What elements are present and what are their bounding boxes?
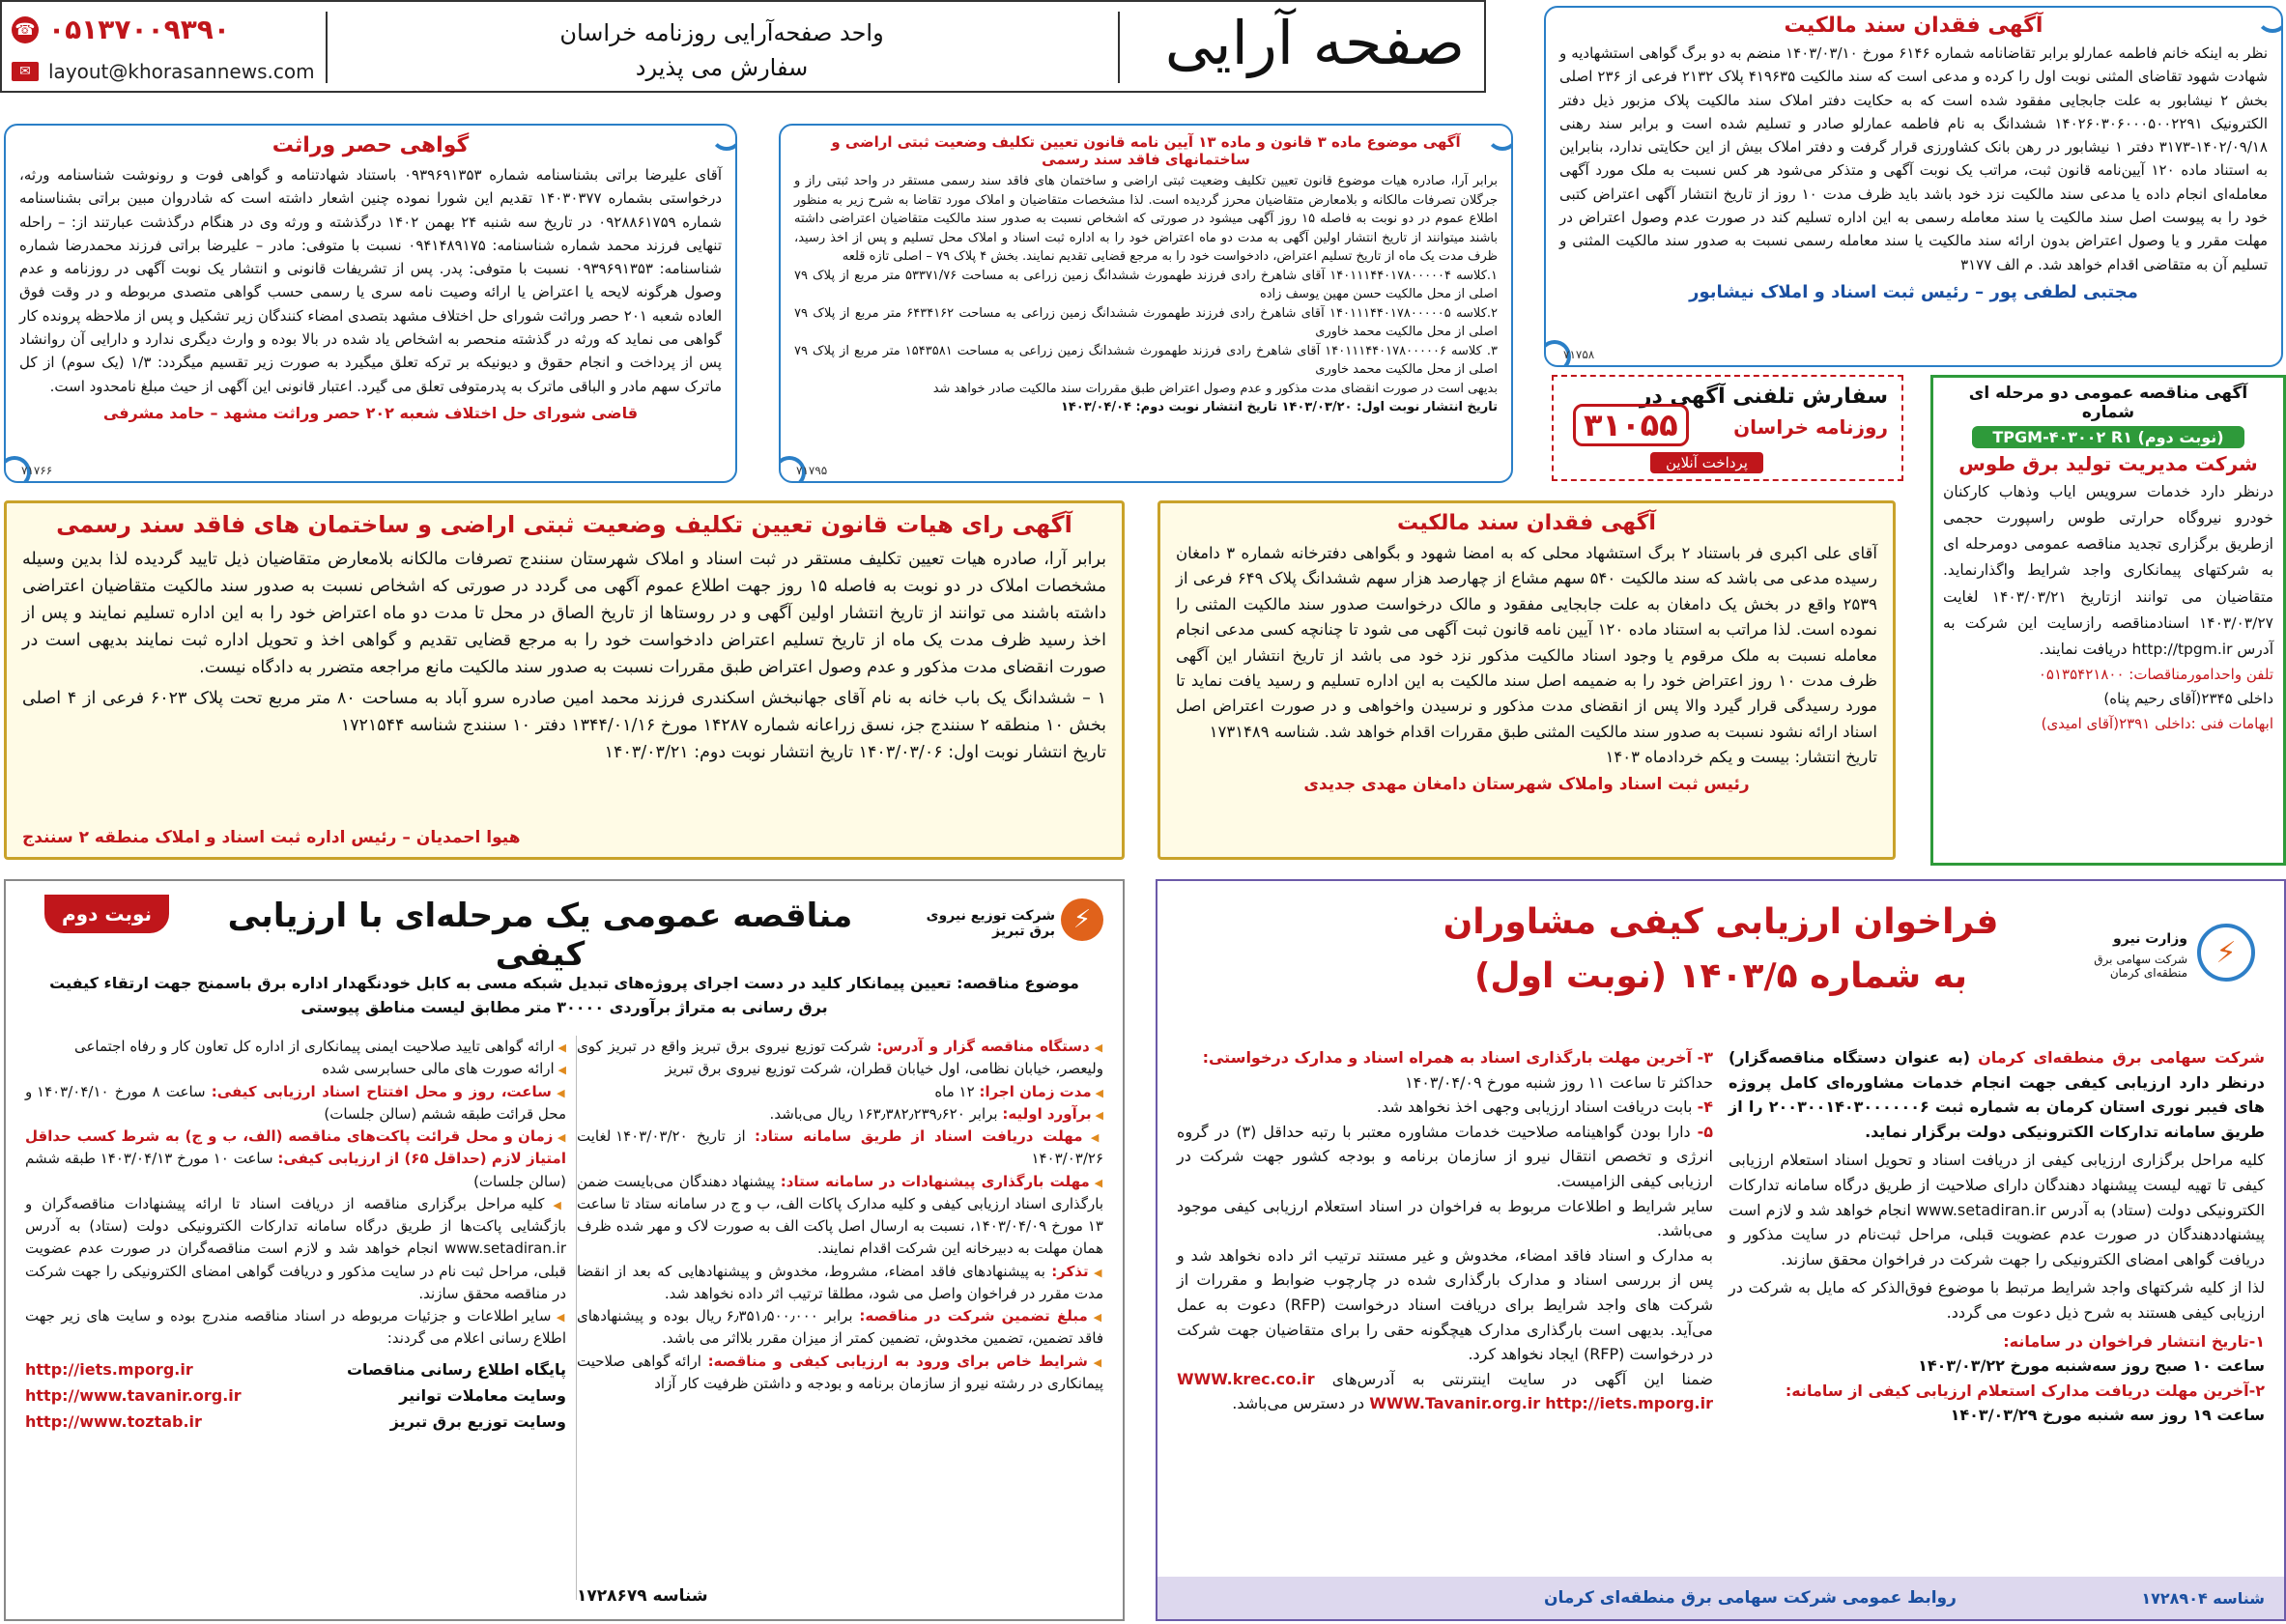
ad8-footer-bar [1157, 1577, 2284, 1619]
phone-row[interactable] [12, 14, 230, 45]
link-iets[interactable]: http://iets.mporg.ir [25, 1359, 193, 1379]
ad7-item: ◀ شرایط خاص برای ورود به ارزیابی کیفی و مناقصه: ارائه گواهی صلاحیت پیمانکاری در رشته نیرو از سازمان برنامه و بودجه و داشتن ظرفیت کار آزاد [577, 1351, 1103, 1396]
ad-tender-toos [1930, 375, 2286, 866]
ad4-item: ۱ – ششدانگ یک باب خانه به نام آقای جهانبخش اسکندری فرزند محمد امین صادره سرو آباد به مساحت ۸۰ متر مربع تحت پلاک ۶۰۲۳ فرعی از ۴ اصلی بخش ۱۰ منطقه ۲ سنندج جز، نسق زراعانه شماره ۱۴۲۸۷ مورخ ۱۳۴۴/۰۱/۱۶ دفتر ۱۰ سنندج شناسه ۱۷۲۱۵۴۴ [22, 689, 1106, 735]
promo-line2: روزنامه خراسان [1733, 415, 1888, 439]
email-row[interactable] [12, 60, 315, 83]
ad7-left-column [25, 1036, 566, 1610]
promo-phone: ۳۱۰۵۵ [1573, 404, 1689, 446]
phone-number: ۰۵۱۳۷۰۰۹۳۹۰ [48, 14, 230, 45]
ad8-p6: ضمنا این آگهی در سایت اینترنتی به آدرس‌های [1331, 1369, 1714, 1388]
ad5-signature: رئیس ثبت اسناد واملاک شهرستان دامغان مهدی جدیدی [1303, 774, 1750, 794]
ad2-body: آقای علیرضا براتی بشناسنامه شماره ۰۹۳۹۶۹۱۳۵۳ باستناد شهادتنامه و گواهی فوت و رونوشت شناسنامه ورثه، درخواستی بشماره ۱۴۰۳۰۳۷۷ تقدیم این شورا نموده چنین اشعار داشته است که شادروان مبین براتی بشناسنامه شماره ۰۹۲۸۸۶۱۷۵۹ در تاریخ سه شنبه ۲۴ بهمن ۱۴۰۲ درگذشته و ورثه وی در هنگام درگذشت عبارتند از: – راحله تنهایی فرزند محمد شماره شناسنامه: ۰۹۴۱۴۸۹۱۷۵ نسبت با متوفی: مادر – علیرضا براتی فرزند محمدرضا شماره شناسنامه: ۰۹۳۹۶۹۱۳۵۳ نسبت با متوفی: پدر. پس از تشریفات قانونی و انتشار یک نوبت آگهی در روزنامه و عدم وصول هرگونه لایحه یا اعتراض یا ارائه وصیت نامه سری یا رسمی حسب گواهی متصدی مربوطه و در وقت فوق العاده شعبه ۲۰۱ حصر وراثت شورای حل اختلاف مشهد بتصدی امضاء کنندگان زیر تشکیل و پس از ملاحظه پرونده کار گواهی می نماید که ورثه در گذشته منحصر به اشخاص یاد شده در بالا بوده و وارث دیگری ندارد و دارایی آن روانشاد پس از پرداخت و انجام حقوق و دیونیکه بر ترکه تعلق میگیرد به صورت زیر تقسیم میگردد: ۱/۳ (یک سوم) از کل ماترک سهم مادر و الباقی ماترک به پدرمتوفی تعلق می گیرد. اعتبار قانونی این آگهی از حیث مبلغ نامحدود است. [19, 166, 723, 395]
email-address: layout@khorasannews.com [48, 60, 315, 83]
ad7-item: ◀ مدت زمان اجرا: ۱۲ ماه [577, 1081, 1103, 1103]
ad8-s4: بابت دریافت اسناد ارزیابی وجهی اخذ نخواهد شد. [1376, 1097, 1693, 1117]
ad7-item: ◀ تذکر: به پیشنهادهای فاقد امضاء، مشروط، مخدوش و پیشنهادهایی که بعد از انقضا مدت مقرر در فراخوان واصل می شود، مطلقا ترتیب اثر داده نخواهد شد. [577, 1261, 1103, 1306]
ad8-p7: در دسترس می‌باشد. [1232, 1394, 1365, 1413]
link-krec[interactable]: WWW.krec.co.ir [1177, 1369, 1315, 1388]
ad6-ext2: ابهامات فنی :داخلی ۲۳۹۱(آقای امیدی) [2041, 714, 2273, 732]
ad-lost-deed-neyshabur [1544, 6, 2283, 367]
tabriz-logo [910, 898, 1103, 966]
ad8-p5: به مدارک و اسناد فاقد امضاء، مخدوش و غیر مستند ترتیب اثر داده نخواهد شد و پس از بررسی اسناد و مدارک بارگذاری شده در چارچوب ضوابط و مقررات از شرکت های واجد شرایط برای دریافت اسناد درخواست (RFP) دعوت به عمل می‌آید. بدیهی است بارگذاری مدارک هیچگونه حقی را برای متقاضیان جهت شرکت در درخواست (RFP) ایجاد نخواهد کرد. [1177, 1245, 1713, 1364]
ad7-id: شناسه ۱۷۲۸۶۷۹ [577, 1586, 708, 1606]
ad8-s4-heading: ۴- [1697, 1097, 1713, 1117]
ad7-item: ◀ ارائه صورت های مالی حسابرسی شده [25, 1058, 566, 1080]
kerman-logo-line1: وزارت نیرو [2113, 931, 2187, 947]
kerman-logo [2062, 924, 2255, 1001]
link-tavanir[interactable]: WWW.Tavanir.org.ir [1369, 1394, 1541, 1413]
ad8-s1: ساعت ۱۰ صبح روز سه‌شنبه مورخ ۱۴۰۳/۰۳/۲۲ [1918, 1356, 2265, 1376]
promo-phone-order[interactable] [1552, 375, 1903, 481]
ad1-title: آگهی فقدان سند مالکیت [1784, 14, 2043, 38]
ad8-s3: حداکثر تا ساعت ۱۱ روز شنبه مورخ ۱۴۰۳/۰۴/۰۹ [1405, 1072, 1713, 1092]
krec-emblem-icon: ⚡ [2197, 924, 2255, 982]
ad6-company: شرکت مدیریت تولید برق طوس [1958, 452, 2258, 475]
ad-land-status-raz-jargalan [779, 124, 1513, 483]
ad8-s2: ساعت ۱۹ روز سه شنبه مورخ ۱۴۰۳/۰۳/۲۹ [1950, 1406, 2265, 1425]
ad7-item: ◀ ارائه گواهی تایید صلاحیت ایمنی پیمانکاری از اداره کل تعاون کار و رفاه اجتماعی [25, 1036, 566, 1058]
ad7-subject: موضوع مناقصه: تعیین پیمانکار کلید در دست اجرای پروژه‌های تبدیل شبکه مسی به کابل خودنگهدار اداره برق باسمنج جهت ارتقاء کیفیت برق رسانی به متراژ برآوردی ۳۰۰۰۰ متر مطابق لیست مناطق پیوستی [49, 974, 1079, 1016]
ad-lost-deed-damghan [1157, 500, 1896, 860]
ad7-links [25, 1356, 566, 1436]
ad8-right-column [1729, 1045, 2265, 1565]
ad7-item: ◀ مبلغ تضمین شرکت در مناقصه: برابر ۶٫۳۵۱٫۵۰۰٫۰۰۰ ریال بوده و پیشنهادهای فاقد تضمین، تضمین مخدوش، تضمین کمتر از میزان مقرر بلااثر می باشد. [577, 1305, 1103, 1351]
ad5-title: آگهی فقدان سند مالکیت [1397, 511, 1656, 535]
ad7-right-column [577, 1036, 1103, 1610]
link-row[interactable]: پایگاه اطلاع رسانی مناقصات http://iets.mporg.ir [25, 1356, 566, 1382]
ad8-title2: به شماره ۱۴۰۳/۵ (نوبت اول) [1473, 956, 1968, 996]
ad8-left-column [1177, 1045, 1713, 1565]
link-row[interactable]: وسایت معاملات توانیر http://www.tavanir.org.ir [25, 1382, 566, 1409]
ad1-signature: مجتبی لطفی پور – رئیس ثبت اسناد و املاک نیشابور [1689, 281, 2138, 302]
link-row[interactable]: وسایت توزیع برق تبریز http://www.toztab.ir [25, 1409, 566, 1435]
ad2-title: گواهی حصر وراثت [271, 133, 470, 157]
ad8-s5: دارا بودن گواهینامه صلاحیت خدمات مشاوره معتبر با رتبه حداقل (۳) در گروه انرژی و تخصص انتقال نیرو از سازمان برنامه و بودجه کشور جهت شرکت در ارزیابی کیفی الزامیست. [1177, 1122, 1713, 1190]
ad2-code: ۷۱۷۶۶ [21, 464, 53, 477]
ad3-dates: تاریخ انتشار نوبت اول: ۱۴۰۳/۰۳/۲۰ تاریخ انتشار نوبت دوم: ۱۴۰۳/۰۴/۰۴ [1060, 400, 1498, 414]
ad6-ext1: داخلی ۲۳۴۵(آقای رحیم پناه) [2103, 690, 2273, 708]
bolt-icon: ⚡ [1061, 898, 1103, 941]
header-title: صفحه آرایی [1164, 8, 1465, 78]
ad8-s1-heading: ۱-تاریخ انتشار فراخوان در سامانه: [2003, 1331, 2265, 1351]
ad7-title: مناقصه عمومی یک مرحله‌ای با ارزیابی کیفی [227, 897, 853, 974]
ad8-footer: روابط عمومی شرکت سهامی برق منطقه‌ای کرمان [1544, 1588, 1957, 1608]
ad3-body: برابر آرا، صادره هیات موضوع قانون تعیین تکلیف وضعیت ثبتی اراضی و ساختمان های فاقد سند رسمی مستقر در واحد ثبتی راز و جرگلان تصرفات مالکانه و بلامعارض متقاضیان محرز گردیده است. لذا مشخصات متقاضیان و املاک مورد تقاضا به شرح زیر به منظور اطلاع عموم در دو نوبت به فاصله ۱۵ روز آگهی میشود در صورتی که اشخاص نسبت به صدور سند مالکیت متقاضیان اعتراضی داشته باشند میتوانند از تاریخ انتشار اولین آگهی به مدت دو ماه اعتراض خود را به اداره ثبت اسناد و املاک محل تسلیم و پس از اخذ رسید، ظرف مدت یک ماه از تاریخ تسلیم اعتراض، دادخواست خود را به مرجع قضایی تقدیم نمایند. بخش ۴ پلاک ۷۹ – اصلی تازه قلعه [794, 174, 1498, 264]
ad3-item: ۳. کلاسه ۱۴۰۱۱۱۴۴۰۱۷۸۰۰۰۰۰۶ آقای شاهرخ رادی فرزند طهمورث ششدانگ زمین زراعی به مساحت ۱۵۴۳۵۸۱ متر مربع از پلاک ۷۹ اصلی از محل مالکیت محمد خاوری [794, 343, 1498, 377]
ad8-s3-heading: ۳- آخرین مهلت بارگذاری اسناد به همراه اسناد و مدارک درخواستی: [1202, 1048, 1713, 1067]
ad8-title1: فراخوان ارزیابی کیفی مشاوران [1443, 902, 1999, 942]
ad6-body: درنظر دارد خدمات سرویس ایاب وذهاب کارکنان خودرو نیروگاه حرارتی طوس راسپورت حجمی ازطریق برگزاری تجدید مناقصه عمومی دومرحله ای به شرکتهای پیمانکاری واجد شرایط واگذارنماید. متقاضیان می توانند ازتاریخ ۱۴۰۳/۰۳/۲۱ لغایت ۱۴۰۳/۰۳/۲۷ اسنادمناقصه رازسایت این شرکت به آدرس http://tpgm.ir دریافت نمایند. [1943, 483, 2273, 658]
ad8-intro: (به عنوان دستگاه مناقصه‌گزار) درنظر دارد ارزیابی کیفی جهت انجام خدمات مشاوره‌ای کامل پروژه های فیبر نوری استان کرمان به شماره ثبت ۲۰۰۳۰۰۱۴۰۳۰۰۰۰۰۰۶ را از طریق سامانه تدارکات الکترونیکی دولت برگزار نماید. [1729, 1048, 2265, 1141]
header-divider [1118, 12, 1120, 83]
ad7-item: ◀ دستگاه مناقصه گزار و آدرس: شرکت توزیع نیروی برق تبریز واقع در تبریز کوی ولیعصر، خیابان نظامی، اول خیابان قطران، شرکت توزیع نیروی برق تبریز [577, 1036, 1103, 1081]
header-line2: سفارش می پذیرد [635, 54, 809, 81]
ad5-body: آقای علی اکبری فر باستناد ۲ برگ استشهاد محلی که به امضا شهود و بگواهی دفترخانه شماره ۳ دامغان رسیده مدعی می باشد که سند مالکیت ۵۴۰ سهم مشاع از چهارصد هزار سهم ششدانگ پلاک ۶۴۹ فرعی از ۲۵۳۹ واقع در بخش یک دامغان به علت جابجایی مفقود و مالک درخواست صدور سند مالکیت المثنی را نموده است. لذا مراتب به استناد ماده ۱۲۰ آیین نامه قانون ثبت آگهی می شود تا چنانچه کسی مدعی انجام معامله نسبت به ملک مرقوم یا وجود اسناد مالکیت مذکور نزد خود می باشد از تاریخ انتشار این آگهی ظرف مدت ۱۰ روز اعتراض خود را به ضمیمه اصل سند مالکیت به این اداره تسلیم و رسید یافت نماید تا مورد رسیدگی قرار گیرد والا پس از انقضای مدت مذکور و نرسیدن واخواهی و در صورت اعتراض اصل اسناد ارائه نشود نسبت به صدور سند مالکیت المثنی طبق مقررات اقدام خواهد شد. شناسه ۱۷۳۱۴۸۹ [1176, 544, 1878, 741]
ad1-code: ۷۱۷۵۸ [1563, 348, 1595, 361]
ad4-title: آگهی رای هیات قانون تعیین تکلیف وضعیت ثبتی اراضی و ساختمان های فاقد سند رسمی [56, 511, 1072, 538]
ad8-s2-heading: ۲-آخرین مهلت دریافت مدارک استعلام ارزیابی کیفی از سامانه: [1785, 1381, 2265, 1400]
ad8-p4: سایر شرایط و اطلاعات مربوط به فراخوان در اسناد استعلام ارزیابی کیفی موجود می‌باشد. [1177, 1196, 1713, 1240]
ad3-footer: بدیهی است در صورت انقضای مدت مذکور و عدم وصول اعتراض طبق مقررات سند مالکیت صادر خواهد شد [932, 381, 1498, 396]
ad7-item: ◀ مهلت بارگذاری پیشنهادات در سامانه ستاد: پیشنهاد دهندگان می‌بایست ضمن بارگذاری اسناد ارزیابی کیفی و کلیه مدارک پاکات الف، ب و ج در سامانه ستاد تا ساعت ۱۳ مورخ ۱۴۰۳/۰۴/۰۹، نسبت به ارسال اصل پاکت الف به صورت لاک و مهر شده ظرف همان مهلت به دبیرخانه این شرکت اقدام نمایند. [577, 1171, 1103, 1261]
tabriz-logo-text: شرکت توزیع نیروی برق تبریز [926, 908, 1055, 939]
ad6-contact: تلفن واحدامورمناقصات: ۰۵۱۳۵۴۲۱۸۰۰ [2038, 665, 2273, 683]
mail-icon: ✉ [12, 62, 39, 81]
header-box [0, 0, 1486, 93]
ad4-body: برابر آرا، صادره هیات تعیین تکلیف مستقر در ثبت اسناد و املاک شهرستان سنندج تصرفات مالکانه بلامعارض متقاضیان ذیل تایید گردیده لذا بدین وسیله مشخصات املاک در دو نوبت به فاصله ۱۵ روز جهت اطلاع عموم آگهی می گردد در صورتی که اشخاص نسبت به صدور سند مالکیت متقاضیان اعتراضی داشته باشند می توانند از تاریخ انتشار اولین آگهی و در روستاها از تاریخ الصاق در محل تا مدت دو ماه اعتراض خود را به این اداره تسلیم نمایند و پس از اخذ رسید ظرف مدت یک ماه از تاریخ تسلیم اعتراض دادخواست خود را به مرجع قضایی تقدیم و گواهی اخذ و تحویل اداره ثبت نمایند بدیهی است در صورت انقضای مدت مذکور و عدم وصول اعتراض طبق مقررات نسبت به صدور سند مالکیت مانع مراجعه متضرر به دادگاه نیست. [22, 550, 1106, 677]
ad3-item: ۲.کلاسه ۱۴۰۱۱۱۴۴۰۱۷۸۰۰۰۰۰۵ آقای شاهرخ رادی فرزند طهمورث ششدانگ زمین زراعی به مساحت ۶۴۳۴۱۶۲ متر مربع از پلاک ۷۹ اصلی از محل مالکیت محمد خاوری [794, 305, 1498, 339]
link-iets[interactable]: http://iets.mporg.ir [1545, 1394, 1713, 1413]
header-line1: واحد صفحه‌آرایی روزنامه خراسان [559, 19, 884, 46]
ad2-signature: قاضی شورای حل اختلاف شعبه ۲۰۲ حصر وراثت مشهد – حامد مشرفی [102, 403, 639, 422]
ad3-code: ۷۱۷۹۵ [796, 464, 828, 477]
ad6-title: آگهی مناقصه عمومی دو مرحله ای شماره [1968, 384, 2248, 422]
ad7-item: ◀ مهلت دریافت اسناد از طریق سامانه ستاد: از تاریخ ۱۴۰۳/۰۳/۲۰ لغایت ۱۴۰۳/۰۳/۲۶ [577, 1125, 1103, 1171]
ad6-number: TPGM-۴۰۳۰۰۲ R۱ (نوبت دوم) [1972, 426, 2244, 448]
ad7-item: ◀ برآورد اولیه: برابر ۱۶۳٫۳۸۲٫۲۳۹٫۶۲۰ ریال می‌باشد. [577, 1103, 1103, 1125]
ad1-body: نظر به اینکه خانم فاطمه عمارلو برابر تقاضانامه شماره ۶۱۴۶ مورخ ۱۴۰۳/۰۳/۱۰ منضم به دو برگ گواهی استشهادیه و شهادت شهود تقاضای المثنی نوبت اول را کرده و مدعی است که سند مالکیت ۴۱۹۶۳۵ پلاک ۲۱۳۲ فرعی از ۲۳۶ اصلی بخش ۲ نیشابور به علت جابجایی مفقود شده است که به حکایت دفتر املاک سند مالکیت پلاک مزبور ذیل دفتر الکترونیک ۱۴۰۲۶۰۳۰۶۰۰۰۵۰۰۲۲۹۱ ششدانگ به نام فاطمه عمارلو صادر و تسلیم شده است و برابر سند رهنی ۱۴۰۲/۰۹/۱۸-۳۱۷۳ دفتر ۱ نیشابور در رهن بانک کشاورزی قرار گرفت و دفتر املاک بیش از این حکایتی ندارد، بنابراین به استناد ماده ۱۲۰ آیین‌نامه قانون ثبت، مراتب یک نوبت آگهی و متذکر می‌شود هر کس نسبت به ملک مورد آگهی معامله‌ای انجام داده یا مدعی سند مالکیت نزد خود باشد باید ظرف مدت ۱۰ روز از تاریخ انتشار آگهی اعتراض کتبی خود را به پیوست اصل سند مالکیت یا سند معامله رسمی به این اداره تسلیم کند در صورت عدم وصول اعتراض در مهلت مقرر و یا وصول اعتراض بدون ارائه سند مالکیت یا سند معامله رسمی نسبت به صدور سند مالکیت المثنی و تسلیم آن به متقاضی اقدام خواهد شد. م الف ۳۱۷۷ [1559, 44, 2269, 273]
ad7-item: ◀ سایر اطلاعات و جزئیات مربوطه در اسناد مناقصه مندرج بوده و سایت های زیر جهت اطلاع رسانی اعلام می گردند: [25, 1305, 566, 1351]
link-toztab[interactable]: http://www.toztab.ir [25, 1411, 202, 1431]
ad-inheritance-certificate [4, 124, 737, 483]
link-tavanir[interactable]: http://www.tavanir.org.ir [25, 1385, 242, 1405]
ad7-item: ◀ زمان و محل قرائت پاکت‌های مناقصه (الف، ب و ج) به شرط کسب حداقل امتیاز لازم (حداقل ۶۵) از ارزیابی کیفی: ساعت ۱۰ مورخ ۱۴۰۳/۰۴/۱۳ طبقه ششم (سالن جلسات) [25, 1125, 566, 1193]
promo-line1: سفارش تلفنی آگهی در [1639, 385, 1888, 409]
ad-tender-tabriz [4, 879, 1125, 1621]
ad8-s5-heading: ۵- [1697, 1122, 1714, 1141]
ad7-item: ◀ کلیه مراحل برگزاری مناقصه از دریافت اسناد تا ارائه پیشنهادات مناقصه‌گران و بازگشایی پاکت‌ها از طریق درگاه سامانه تدارکات الکترونیکی دولت (ستاد) به آدرس www.setadiran.ir انجام خواهد شد و لازم است مناقصه‌گران در صورت عدم عضویت قبلی، مراحل ثبت نام در سایت مذکور و دریافت گواهی امضای الکترونیکی را جهت شرکت در مناقصه محقق سازند. [25, 1193, 566, 1305]
ad5-date: تاریخ انتشار: بیست و یکم خردادماه ۱۴۰۳ [1605, 748, 1877, 767]
ad8-intro-heading: شرکت سهامی برق منطقه‌ای کرمان [1978, 1048, 2265, 1067]
phone-icon: ☎ [12, 16, 39, 43]
ad4-dates: تاریخ انتشار نوبت اول: ۱۴۰۳/۰۳/۰۶ تاریخ انتشار نوبت دوم: ۱۴۰۳/۰۳/۲۱ [604, 743, 1106, 762]
ad3-title: آگهی موضوع ماده ۳ قانون و ماده ۱۳ آیین نامه قانون تعیین تکلیف وضعیت ثبتی اراضی و ساختمانهای فاقد سند رسمی [831, 133, 1461, 168]
promo-pay-button[interactable]: پرداخت آنلاین [1650, 452, 1763, 473]
badge-second-round: نوبت دوم [44, 895, 169, 933]
kerman-logo-line2: شرکت سهامی برق منطقه‌ای کرمان [2094, 953, 2187, 980]
ad4-signature: هیوا احمدیان – رئیس اداره ثبت اسناد و املاک منطقه ۲ سنندج [22, 828, 521, 847]
ad8-id: شناسه ۱۷۲۸۹۰۴ [2141, 1588, 2265, 1608]
ad-land-status-sanandaj [4, 500, 1125, 860]
ad-kerman-consultants [1156, 879, 2286, 1621]
ad7-item: ◀ ساعت، روز و محل افتتاح اسناد ارزیابی کیفی: ساعت ۸ مورخ ۱۴۰۳/۰۴/۱۰ و محل قرائت طبقه ششم (سالن جلسات) [25, 1081, 566, 1126]
ad8-p2: کلیه مراحل برگزاری ارزیابی کیفی از دریافت اسناد و تحویل اسناد استعلام ارزیابی کیفی تا تهیه لیست پیشنهاد دهندگان دارای صلاحیت از طریق درگاه سامانه تدارکات الکترونیکی دولت (ستاد) به آدرس www.setadiran.ir انجام خواهد شد و لازم است پیشنهاددهندگان در صورت عدم عضویت قبلی، مراحل ثبت‌نام در سایت مذکور و دریافت گواهی امضای الکترونیکی را جهت شرکت در فراخوان محقق سازند. [1729, 1151, 2266, 1268]
header-divider [326, 12, 328, 83]
ad8-p3: لذا از کلیه شرکتهای واجد شرایط مرتبط با موضوع فوق‌الذکر که مایل به شرکت در ارزیابی کیفی هستند به شرح ذیل دعوت می گردد. [1729, 1278, 2265, 1322]
ad3-item: ۱.کلاسه ۱۴۰۱۱۱۴۴۰۱۷۸۰۰۰۰۰۴ آقای شاهرخ رادی فرزند طهمورث ششدانگ زمین زراعی به مساحت ۵۳۳۷۱/۷۶ متر مربع از پلاک ۷۹ اصلی از محل مالکیت حسن مهین یوسف زاده [794, 268, 1499, 301]
column-divider [576, 1036, 577, 1600]
